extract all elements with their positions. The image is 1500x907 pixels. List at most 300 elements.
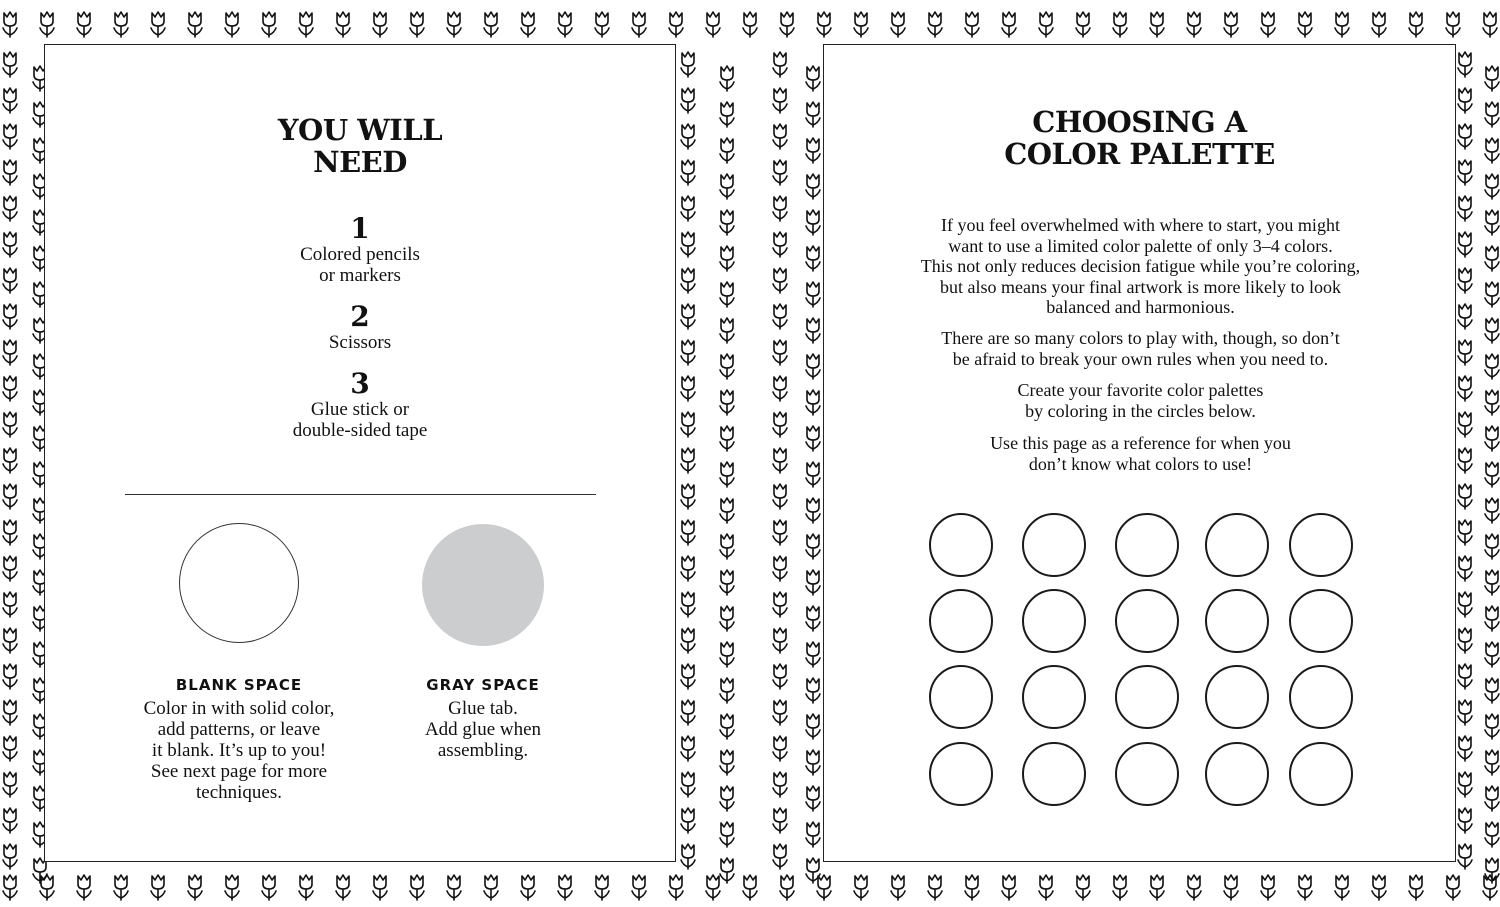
tulip-icon	[1485, 678, 1499, 703]
tulip-icon	[336, 875, 350, 900]
item-label	[45, 244, 675, 286]
tulip-icon	[1458, 124, 1472, 149]
tulip-icon	[1002, 875, 1016, 900]
caption-line: add patterns, or leave	[157, 719, 321, 740]
tulip-icon	[484, 875, 498, 900]
paragraph-line: If you feel overwhelmed with where to start, you might	[941, 215, 1340, 235]
tulip-icon	[1458, 628, 1472, 653]
tulip-icon	[681, 484, 695, 509]
tulip-icon	[773, 412, 787, 437]
palette-circle	[1205, 742, 1269, 806]
tulip-icon	[1458, 268, 1472, 293]
item-label-line: double-sided tape	[292, 420, 428, 441]
tulip-icon	[681, 412, 695, 437]
tulip-icon	[806, 210, 820, 235]
palette-circle	[1289, 589, 1353, 653]
tulip-icon	[632, 12, 646, 37]
tulip-icon	[965, 12, 979, 37]
tulip-icon	[373, 12, 387, 37]
tulip-icon	[1485, 354, 1499, 379]
tulip-icon	[1458, 160, 1472, 185]
palette-circle	[1022, 742, 1086, 806]
tulip-icon	[773, 304, 787, 329]
item-label-line: or markers	[319, 265, 401, 286]
tulip-icon	[681, 232, 695, 257]
tulip-icon	[1187, 12, 1201, 37]
tulip-icon	[720, 714, 734, 739]
tulip-icon	[720, 354, 734, 379]
tulip-icon	[1039, 12, 1053, 37]
tulip-icon	[3, 808, 17, 833]
tulip-icon	[114, 875, 128, 900]
tulip-icon	[299, 12, 313, 37]
tulip-icon	[1261, 875, 1275, 900]
tulip-icon	[40, 12, 54, 37]
tulip-icon	[1372, 12, 1386, 37]
tulip-icon	[806, 714, 820, 739]
tulip-icon	[1076, 875, 1090, 900]
tulip-icon	[1224, 875, 1238, 900]
tulip-icon	[3, 232, 17, 257]
tulip-icon	[720, 534, 734, 559]
tulip-icon	[1485, 786, 1499, 811]
tulip-icon	[1485, 426, 1499, 451]
tulip-icon	[1298, 875, 1312, 900]
tulip-icon	[720, 138, 734, 163]
tulip-icon	[773, 520, 787, 545]
tulip-icon	[720, 822, 734, 847]
tulip-icon	[928, 12, 942, 37]
supply-item-2	[45, 302, 675, 353]
item-number: 1	[350, 212, 370, 245]
palette-circle	[929, 742, 993, 806]
paragraph-line: want to use a limited color palette of only 3–4 colors.	[948, 235, 1333, 256]
tulip-icon	[1261, 12, 1275, 37]
supply-item-3	[45, 369, 675, 441]
tulip-icon	[773, 52, 787, 77]
tulip-icon	[1458, 520, 1472, 545]
palette-circle	[1022, 513, 1086, 577]
tulip-icon	[1458, 340, 1472, 365]
tulip-icon	[3, 412, 17, 437]
tulip-icon	[681, 700, 695, 725]
tulip-icon	[151, 12, 165, 37]
tulip-icon	[720, 462, 734, 487]
tulip-icon	[720, 102, 734, 127]
tulip-icon	[1458, 196, 1472, 221]
tulip-icon	[1485, 714, 1499, 739]
caption-heading: GRAY SPACE	[426, 676, 540, 694]
tulip-icon	[854, 12, 868, 37]
tulip-icon	[410, 875, 424, 900]
tulip-icon	[1485, 498, 1499, 523]
item-label	[45, 332, 675, 353]
tulip-icon	[806, 534, 820, 559]
title-line: NEED	[313, 145, 407, 179]
tulip-icon	[3, 484, 17, 509]
tulip-icon	[720, 570, 734, 595]
tulip-icon	[681, 736, 695, 761]
caption-line: Glue tab.	[448, 698, 518, 719]
tulip-icon	[225, 875, 239, 900]
tulip-icon	[3, 376, 17, 401]
tulip-icon	[1458, 448, 1472, 473]
tulip-icon	[1458, 808, 1472, 833]
paragraph-line: Use this page as a reference for when you	[990, 433, 1291, 453]
tulip-icon	[681, 808, 695, 833]
palette-circle	[1289, 742, 1353, 806]
palette-circle	[1022, 589, 1086, 653]
tulip-icon	[806, 678, 820, 703]
palette-circle	[1289, 513, 1353, 577]
tulip-icon	[1485, 282, 1499, 307]
title-line: COLOR PALETTE	[1004, 137, 1275, 171]
tulip-icon	[1458, 484, 1472, 509]
tulip-icon	[447, 875, 461, 900]
tulip-icon	[1485, 246, 1499, 271]
tulip-icon	[1458, 772, 1472, 797]
tulip-icon	[299, 875, 313, 900]
item-label-line: Glue stick or	[310, 399, 410, 420]
tulip-icon	[1458, 556, 1472, 581]
tulip-icon	[1485, 138, 1499, 163]
tulip-icon	[1335, 12, 1349, 37]
tulip-icon	[780, 875, 794, 900]
tulip-icon	[484, 12, 498, 37]
tulip-icon	[681, 304, 695, 329]
gray-space-caption	[353, 676, 613, 761]
tulip-icon	[3, 124, 17, 149]
tulip-icon	[720, 786, 734, 811]
paragraph-line: This not only reduces decision fatigue while you’re coloring,	[920, 256, 1361, 277]
tulip-icon	[720, 174, 734, 199]
tulip-icon	[773, 772, 787, 797]
tulip-icon	[773, 196, 787, 221]
tulip-icon	[773, 268, 787, 293]
tulip-icon	[1446, 12, 1460, 37]
tulip-icon	[3, 160, 17, 185]
tulip-icon	[3, 875, 17, 900]
tulip-icon	[720, 426, 734, 451]
tulip-icon	[891, 12, 905, 37]
tulip-icon	[558, 875, 572, 900]
tulip-icon	[773, 124, 787, 149]
tulip-icon	[225, 12, 239, 37]
tulip-icon	[720, 606, 734, 631]
tulip-icon	[521, 875, 535, 900]
tulip-icon	[817, 875, 831, 900]
tulip-icon	[3, 304, 17, 329]
tulip-icon	[558, 12, 572, 37]
tulip-icon	[720, 246, 734, 271]
palette-circle	[1205, 589, 1269, 653]
tulip-icon	[188, 875, 202, 900]
tulip-icon	[1458, 412, 1472, 437]
tulip-icon	[1458, 232, 1472, 257]
tulip-icon	[1298, 12, 1312, 37]
tulip-icon	[3, 556, 17, 581]
tulip-icon	[1224, 12, 1238, 37]
tulip-icon	[681, 196, 695, 221]
tulip-icon	[965, 875, 979, 900]
tulip-icon	[373, 875, 387, 900]
tulip-icon	[773, 808, 787, 833]
tulip-icon	[743, 12, 757, 37]
tulip-icon	[3, 844, 17, 869]
tulip-icon	[3, 520, 17, 545]
tulip-icon	[1187, 875, 1201, 900]
tulip-icon	[743, 875, 757, 900]
tulip-icon	[720, 210, 734, 235]
paragraph-line: Create your favorite color palettes	[1017, 380, 1264, 400]
paragraph-line: be afraid to break your own rules when you need to.	[952, 348, 1329, 369]
tulip-icon	[3, 12, 17, 37]
palette-circle	[929, 589, 993, 653]
tulip-icon	[720, 642, 734, 667]
tulip-icon	[806, 66, 820, 91]
tulip-icon	[1458, 52, 1472, 77]
tulip-icon	[681, 592, 695, 617]
tulip-icon	[806, 174, 820, 199]
tulip-icon	[1039, 875, 1053, 900]
tulip-icon	[773, 700, 787, 725]
tulip-icon	[1458, 376, 1472, 401]
tulip-icon	[1150, 875, 1164, 900]
tulip-icon	[3, 448, 17, 473]
tulip-icon	[720, 390, 734, 415]
tulip-icon	[681, 88, 695, 113]
palette-circle	[1205, 513, 1269, 577]
caption-line: it blank. It’s up to you!	[151, 740, 327, 761]
blank-space-caption	[109, 676, 369, 803]
tulip-icon	[773, 556, 787, 581]
palette-circle	[1115, 742, 1179, 806]
tulip-icon	[521, 12, 535, 37]
paragraph-line: by coloring in the circles below.	[1025, 400, 1256, 421]
right-page	[823, 44, 1456, 862]
tulip-icon	[3, 592, 17, 617]
tulip-icon	[891, 875, 905, 900]
tulip-icon	[806, 354, 820, 379]
tulip-icon	[3, 664, 17, 689]
caption-line: Color in with solid color,	[143, 698, 335, 719]
item-number: 2	[350, 300, 370, 333]
tulip-icon	[681, 628, 695, 653]
tulip-icon	[1485, 750, 1499, 775]
palette-circle-grid	[824, 45, 1457, 863]
tulip-icon	[3, 736, 17, 761]
tulip-icon	[681, 772, 695, 797]
tulip-icon	[773, 340, 787, 365]
tulip-icon	[151, 875, 165, 900]
paragraph-line: There are so many colors to play with, though, so don’t	[941, 328, 1340, 348]
tulip-icon	[1458, 700, 1472, 725]
blank-space-circle	[179, 523, 299, 643]
page-title	[45, 114, 675, 178]
tulip-icon	[1485, 534, 1499, 559]
tulip-icon	[806, 750, 820, 775]
caption-line: assembling.	[437, 740, 529, 761]
tulip-icon	[595, 12, 609, 37]
tulip-icon	[410, 12, 424, 37]
caption-line: Add glue when	[424, 719, 542, 740]
tulip-icon	[3, 628, 17, 653]
tulip-icon	[806, 246, 820, 271]
tulip-icon	[806, 570, 820, 595]
tulip-icon	[1485, 174, 1499, 199]
supply-item-1	[45, 214, 675, 286]
tulip-icon	[1458, 304, 1472, 329]
tulip-icon	[3, 700, 17, 725]
tulip-icon	[773, 664, 787, 689]
palette-circle	[1022, 665, 1086, 729]
paragraph-line: don’t know what colors to use!	[1028, 453, 1253, 474]
tulip-icon	[3, 52, 17, 77]
tulip-icon	[1485, 822, 1499, 847]
palette-circle	[1115, 513, 1179, 577]
tulip-icon	[1076, 12, 1090, 37]
caption-line: techniques.	[195, 782, 282, 803]
tulip-icon	[188, 12, 202, 37]
title-line: CHOOSING A	[1032, 105, 1247, 139]
tulip-icon	[720, 858, 734, 883]
tulip-icon	[3, 88, 17, 113]
tulip-icon	[447, 12, 461, 37]
tulip-icon	[720, 318, 734, 343]
tulip-icon	[1446, 875, 1460, 900]
tulip-icon	[1485, 210, 1499, 235]
tulip-icon	[1458, 592, 1472, 617]
tulip-icon	[681, 124, 695, 149]
tulip-icon	[1485, 606, 1499, 631]
tulip-icon	[681, 664, 695, 689]
item-label-line: Colored pencils	[300, 244, 420, 265]
tulip-icon	[3, 268, 17, 293]
palette-circle	[1115, 589, 1179, 653]
tulip-icon	[1485, 462, 1499, 487]
palette-circle	[1115, 665, 1179, 729]
tulip-icon	[1372, 875, 1386, 900]
tulip-icon	[773, 160, 787, 185]
tulip-icon	[681, 160, 695, 185]
tulip-icon	[806, 786, 820, 811]
tulip-icon	[773, 448, 787, 473]
tulip-icon	[1409, 12, 1423, 37]
tulip-icon	[1113, 875, 1127, 900]
tulip-icon	[1485, 318, 1499, 343]
tulip-icon	[3, 196, 17, 221]
palette-circle	[929, 665, 993, 729]
tulip-icon	[1458, 844, 1472, 869]
tulip-icon	[928, 875, 942, 900]
tulip-icon	[40, 875, 54, 900]
tulip-icon	[806, 462, 820, 487]
tulip-icon	[681, 268, 695, 293]
tulip-icon	[632, 875, 646, 900]
tulip-icon	[77, 12, 91, 37]
tulip-icon	[780, 12, 794, 37]
paragraph-line: balanced and harmonious.	[1046, 297, 1235, 318]
palette-circle	[1289, 665, 1353, 729]
tulip-icon	[1113, 12, 1127, 37]
item-label-line: Scissors	[328, 332, 392, 353]
tulip-icon	[681, 520, 695, 545]
tulip-icon	[1483, 12, 1497, 37]
palette-circle	[929, 513, 993, 577]
title-line: YOU WILL	[277, 113, 443, 147]
tulip-icon	[669, 12, 683, 37]
tulip-icon	[681, 448, 695, 473]
tulip-icon	[720, 282, 734, 307]
tulip-icon	[806, 426, 820, 451]
tulip-icon	[77, 875, 91, 900]
tulip-icon	[1485, 642, 1499, 667]
tulip-icon	[1409, 875, 1423, 900]
tulip-icon	[1335, 875, 1349, 900]
palette-circle	[1205, 665, 1269, 729]
tulip-icon	[3, 340, 17, 365]
tulip-icon	[114, 12, 128, 37]
tulip-icon	[773, 88, 787, 113]
tulip-icon	[720, 66, 734, 91]
tulip-icon	[854, 875, 868, 900]
tulip-icon	[595, 875, 609, 900]
paragraph-line: but also means your final artwork is more likely to look	[940, 276, 1341, 297]
tulip-icon	[773, 484, 787, 509]
tulip-icon	[720, 750, 734, 775]
caption-line: See next page for more	[150, 761, 328, 782]
tulip-icon	[681, 844, 695, 869]
tulip-icon	[806, 390, 820, 415]
tulip-icon	[3, 772, 17, 797]
tulip-icon	[681, 52, 695, 77]
tulip-icon	[806, 102, 820, 127]
tulip-icon	[806, 138, 820, 163]
tulip-icon	[1485, 66, 1499, 91]
tulip-icon	[706, 12, 720, 37]
tulip-icon	[806, 606, 820, 631]
tulip-icon	[1458, 736, 1472, 761]
tulip-icon	[1458, 664, 1472, 689]
tulip-icon	[806, 642, 820, 667]
tulip-icon	[336, 12, 350, 37]
tulip-icon	[773, 592, 787, 617]
tulip-icon	[1458, 88, 1472, 113]
tulip-icon	[262, 875, 276, 900]
tulip-icon	[773, 628, 787, 653]
left-page	[44, 44, 676, 862]
tulip-icon	[1485, 570, 1499, 595]
tulip-icon	[773, 232, 787, 257]
tulip-icon	[720, 498, 734, 523]
tulip-icon	[1150, 12, 1164, 37]
divider	[125, 494, 596, 495]
tulip-icon	[773, 736, 787, 761]
tulip-icon	[1485, 390, 1499, 415]
tulip-icon	[720, 678, 734, 703]
tulip-icon	[706, 875, 720, 900]
tulip-icon	[773, 844, 787, 869]
tulip-icon	[1485, 102, 1499, 127]
tulip-icon	[806, 318, 820, 343]
gray-space-circle	[422, 524, 544, 646]
tulip-icon	[773, 376, 787, 401]
tulip-icon	[806, 282, 820, 307]
tulip-icon	[806, 822, 820, 847]
tulip-icon	[806, 498, 820, 523]
caption-heading: BLANK SPACE	[175, 676, 303, 694]
tulip-icon	[681, 340, 695, 365]
